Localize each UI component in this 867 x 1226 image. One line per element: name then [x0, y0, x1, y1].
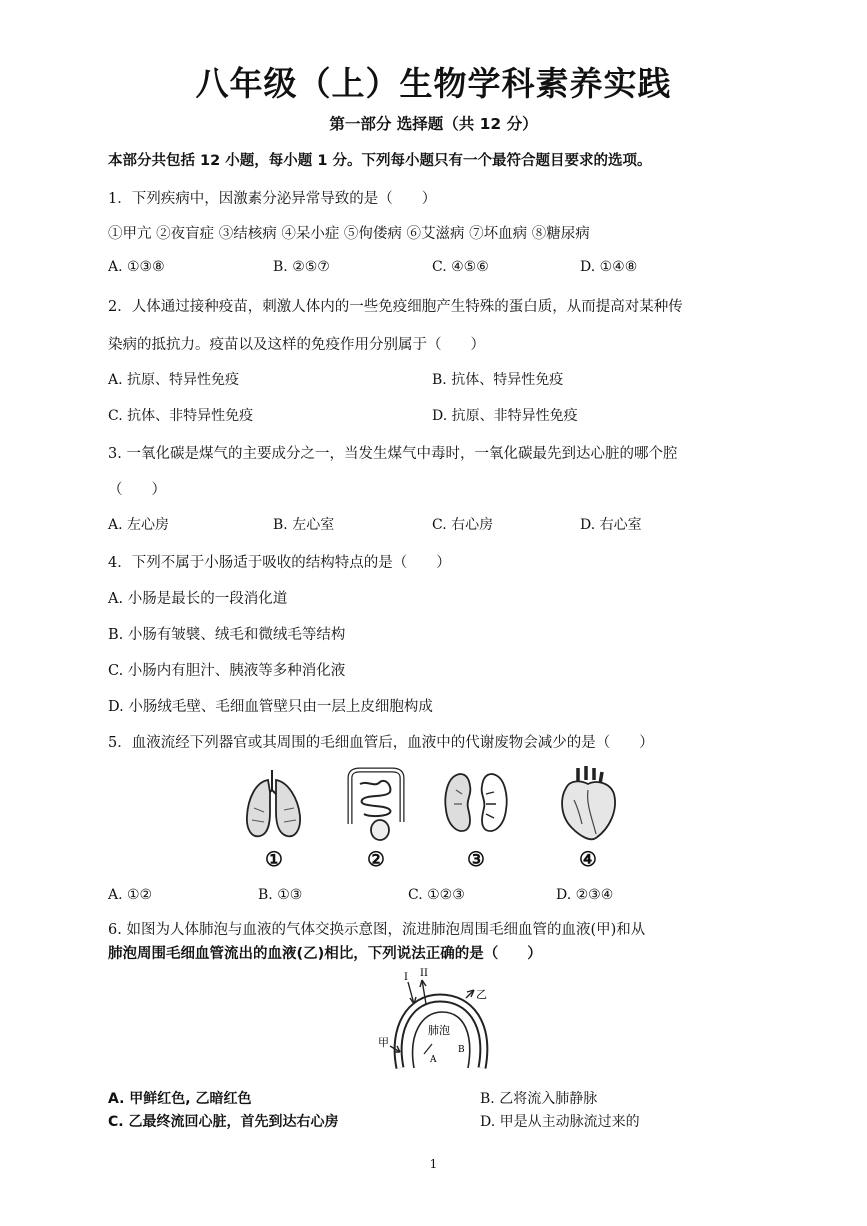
label-jia: 甲 [378, 1036, 389, 1049]
q1-stem: 1．下列疾病中，因激素分泌异常导致的是（ ） [108, 191, 437, 207]
q4-option-c: C. 小肠内有胆汁、胰液等多种消化液 [108, 663, 346, 679]
q5-stem: 5．血液流经下列器官或其周围的毛细血管后，血液中的代谢废物会减少的是（ ） [108, 735, 654, 751]
q3-option-d: D. 右心室 [580, 517, 642, 533]
q6-option-d: D. 甲是从主动脉流过来的 [480, 1114, 640, 1130]
q2-option-d: D. 抗原、非特异性免疫 [432, 408, 578, 424]
organ-label-3: ③ [467, 847, 485, 871]
section-heading: 第一部分 选择题（共 12 分） [329, 115, 538, 133]
q2-stem-line2: 染病的抵抗力。疫苗以及这样的免疫作用分别属于（ ） [108, 337, 485, 353]
q5-option-d: D. ②③④ [556, 887, 614, 903]
page-number: 1 [429, 1157, 438, 1171]
q6-option-a: A. 甲鲜红色, 乙暗红色 [108, 1091, 252, 1107]
heart-icon [552, 764, 624, 844]
label-A: A [430, 1055, 437, 1065]
q6-stem-line2: 肺泡周围毛细血管流出的血液(乙)相比，下列说法正确的是（ ） [108, 946, 542, 962]
q1-option-c: C. ④⑤⑥ [432, 259, 489, 275]
q4-option-b: B. 小肠有皱襞、绒毛和微绒毛等结构 [108, 627, 346, 643]
label-II: II [420, 968, 428, 979]
page-title: 八年级（上）生物学科素养实践 [195, 64, 672, 103]
q5-option-a: A. ①② [108, 887, 153, 903]
label-alveolus: 肺泡 [428, 1024, 450, 1037]
q2-option-c: C. 抗体、非特异性免疫 [108, 408, 254, 424]
q3-option-b: B. 左心室 [273, 517, 335, 533]
q3-stem-line2: （ ） [108, 482, 166, 498]
q4-option-d: D. 小肠绒毛壁、毛细血管壁只由一层上皮细胞构成 [108, 699, 433, 715]
label-I: I [404, 972, 408, 983]
q6-option-c: C. 乙最终流回心脏，首先到达右心房 [108, 1114, 339, 1130]
label-yi: 乙 [476, 988, 487, 1001]
q5-option-b: B. ①③ [258, 887, 303, 903]
q1-list: ①甲亢 ②夜盲症 ③结核病 ④呆小症 ⑤佝偻病 ⑥艾滋病 ⑦坏血病 ⑧糖尿病 [108, 226, 590, 242]
q1-option-b: B. ②⑤⑦ [273, 259, 330, 275]
organ-label-2: ② [367, 847, 385, 871]
q6-stem-line1: 6. 如图为人体肺泡与血液的气体交换示意图，流进肺泡周围毛细血管的血液(甲)和从 [108, 922, 646, 938]
q1-option-a: A. ①③⑧ [108, 259, 165, 275]
q4-stem: 4．下列不属于小肠适于吸收的结构特点的是（ ） [108, 555, 451, 571]
lungs-icon [238, 764, 310, 844]
q2-stem-line1: 2．人体通过接种疫苗，刺激人体内的一些免疫细胞产生特殊的蛋白质，从而提高对某种传 [108, 299, 683, 315]
q3-stem-line1: 3. 一氧化碳是煤气的主要成分之一，当发生煤气中毒时，一氧化碳最先到达心脏的哪个腔 [108, 446, 678, 462]
q2-option-b: B. 抗体、特异性免疫 [432, 372, 564, 388]
organ-label-4: ④ [579, 847, 597, 871]
q2-option-a: A. 抗原、特异性免疫 [108, 372, 240, 388]
organ-label-1: ① [265, 847, 283, 871]
intestine-icon [340, 764, 412, 844]
q3-option-c: C. 右心房 [432, 517, 494, 533]
q6-option-b: B. 乙将流入肺静脉 [480, 1091, 598, 1107]
alveolus-diagram [370, 968, 510, 1083]
kidney-icon [440, 764, 512, 844]
q1-option-d: D. ①④⑧ [580, 259, 638, 275]
instructions: 本部分共包括 12 小题，每小题 1 分。下列每小题只有一个最符合题目要求的选项。 [108, 153, 652, 169]
organ-figure [238, 764, 628, 874]
q5-option-c: C. ①②③ [408, 887, 465, 903]
q3-option-a: A. 左心房 [108, 517, 170, 533]
label-B: B [458, 1045, 465, 1055]
q4-option-a: A. 小肠是最长的一段消化道 [108, 591, 288, 607]
